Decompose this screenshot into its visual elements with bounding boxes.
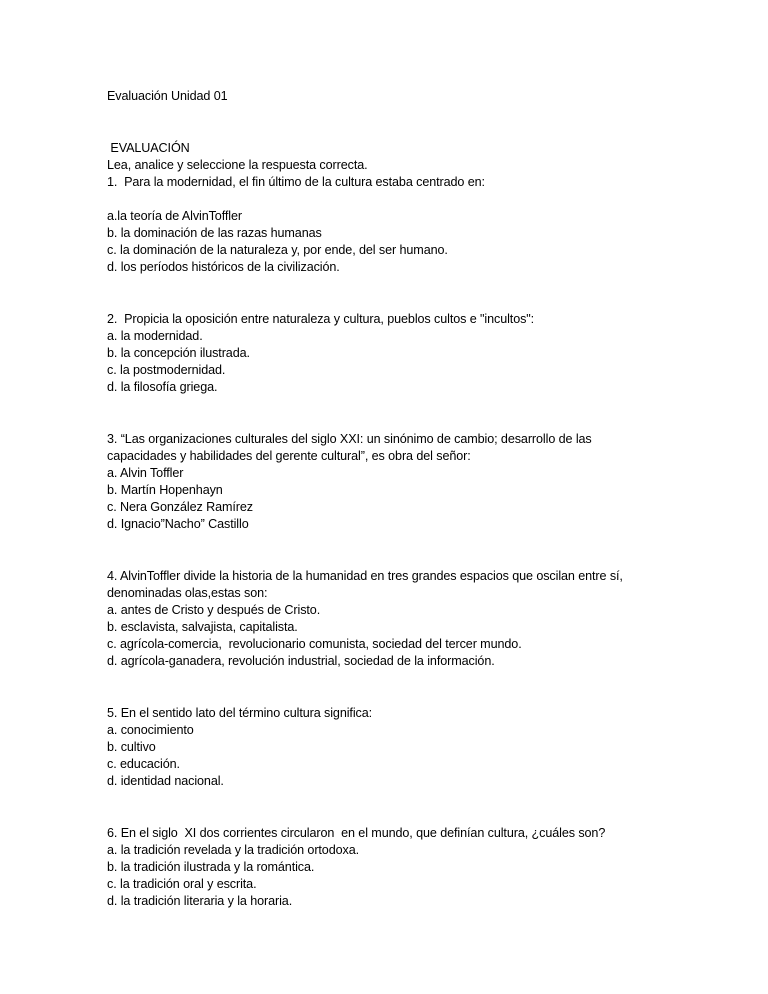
spacer [107, 533, 707, 568]
instructions-text: Lea, analice y seleccione la respuesta correcta. [107, 158, 368, 172]
question-4 [107, 568, 707, 670]
spacer [107, 670, 707, 705]
question-6-option-d[interactable]: d. la tradición literaria y la horaria. [107, 894, 293, 908]
question-5 [107, 705, 707, 790]
question-5-option-d[interactable]: d. identidad nacional. [107, 774, 224, 788]
question-3 [107, 431, 707, 533]
question-3-text-line-1: 3. “Las organizaciones culturales del siglo XXI: un sinónimo de cambio; desarrollo de las [107, 432, 592, 446]
question-1-option-d[interactable]: d. los períodos históricos de la civilización. [107, 260, 340, 274]
question-3-text-line-2: capacidades y habilidades del gerente cultural”, es obra del señor: [107, 449, 471, 463]
question-2-option-b[interactable]: b. la concepción ilustrada. [107, 346, 250, 360]
question-6-text: 6. En el siglo XI dos corrientes circularon en el mundo, que definían cultura, ¿cuáles son? [107, 826, 606, 840]
question-4-option-d[interactable]: d. agrícola-ganadera, revolución industrial, sociedad de la información. [107, 654, 495, 668]
question-1-option-a[interactable]: a.la teoría de AlvinToffler [107, 209, 242, 223]
question-1-option-b[interactable]: b. la dominación de las razas humanas [107, 226, 322, 240]
question-4-option-a[interactable]: a. antes de Cristo y después de Cristo. [107, 603, 321, 617]
question-2-text: 2. Propicia la oposición entre naturaleza y cultura, pueblos cultos e "incultos": [107, 312, 535, 326]
question-3-option-b[interactable]: b. Martín Hopenhayn [107, 483, 223, 497]
question-1-option-c[interactable]: c. la dominación de la naturaleza y, por ende, del ser humano. [107, 243, 448, 257]
spacer [107, 276, 707, 311]
question-2-option-a[interactable]: a. la modernidad. [107, 329, 203, 343]
question-6-option-b[interactable]: b. la tradición ilustrada y la romántica. [107, 860, 315, 874]
question-1-text: 1. Para la modernidad, el fin último de la cultura estaba centrado en: [107, 175, 485, 189]
question-6-option-c[interactable]: c. la tradición oral y escrita. [107, 877, 257, 891]
question-4-text-line-2: denominadas olas,estas son: [107, 586, 268, 600]
question-4-text-line-1: 4. AlvinToffler divide la historia de la humanidad en tres grandes espacios que oscilan entre sí, [107, 569, 623, 583]
question-2-option-d[interactable]: d. la filosofía griega. [107, 380, 218, 394]
question-3-option-a[interactable]: a. Alvin Toffler [107, 466, 184, 480]
question-5-option-a[interactable]: a. conocimiento [107, 723, 194, 737]
question-5-text: 5. En el sentido lato del término cultura significa: [107, 706, 373, 720]
document-page [107, 88, 707, 910]
question-5-option-c[interactable]: c. educación. [107, 757, 180, 771]
spacer [107, 396, 707, 431]
evaluation-heading: EVALUACIÓN [107, 141, 190, 155]
question-3-option-d[interactable]: d. Ignacio”Nacho” Castillo [107, 517, 249, 531]
question-1 [107, 174, 707, 276]
question-4-option-b[interactable]: b. esclavista, salvajista, capitalista. [107, 620, 298, 634]
document-title: Evaluación Unidad 01 [107, 89, 228, 103]
question-3-option-c[interactable]: c. Nera González Ramírez [107, 500, 253, 514]
question-6 [107, 825, 707, 910]
spacer [107, 790, 707, 825]
question-2 [107, 311, 707, 396]
question-6-option-a[interactable]: a. la tradición revelada y la tradición ortodoxa. [107, 843, 360, 857]
question-5-option-b[interactable]: b. cultivo [107, 740, 156, 754]
question-2-option-c[interactable]: c. la postmodernidad. [107, 363, 226, 377]
question-4-option-c[interactable]: c. agrícola-comercia, revolucionario comunista, sociedad del tercer mundo. [107, 637, 522, 651]
